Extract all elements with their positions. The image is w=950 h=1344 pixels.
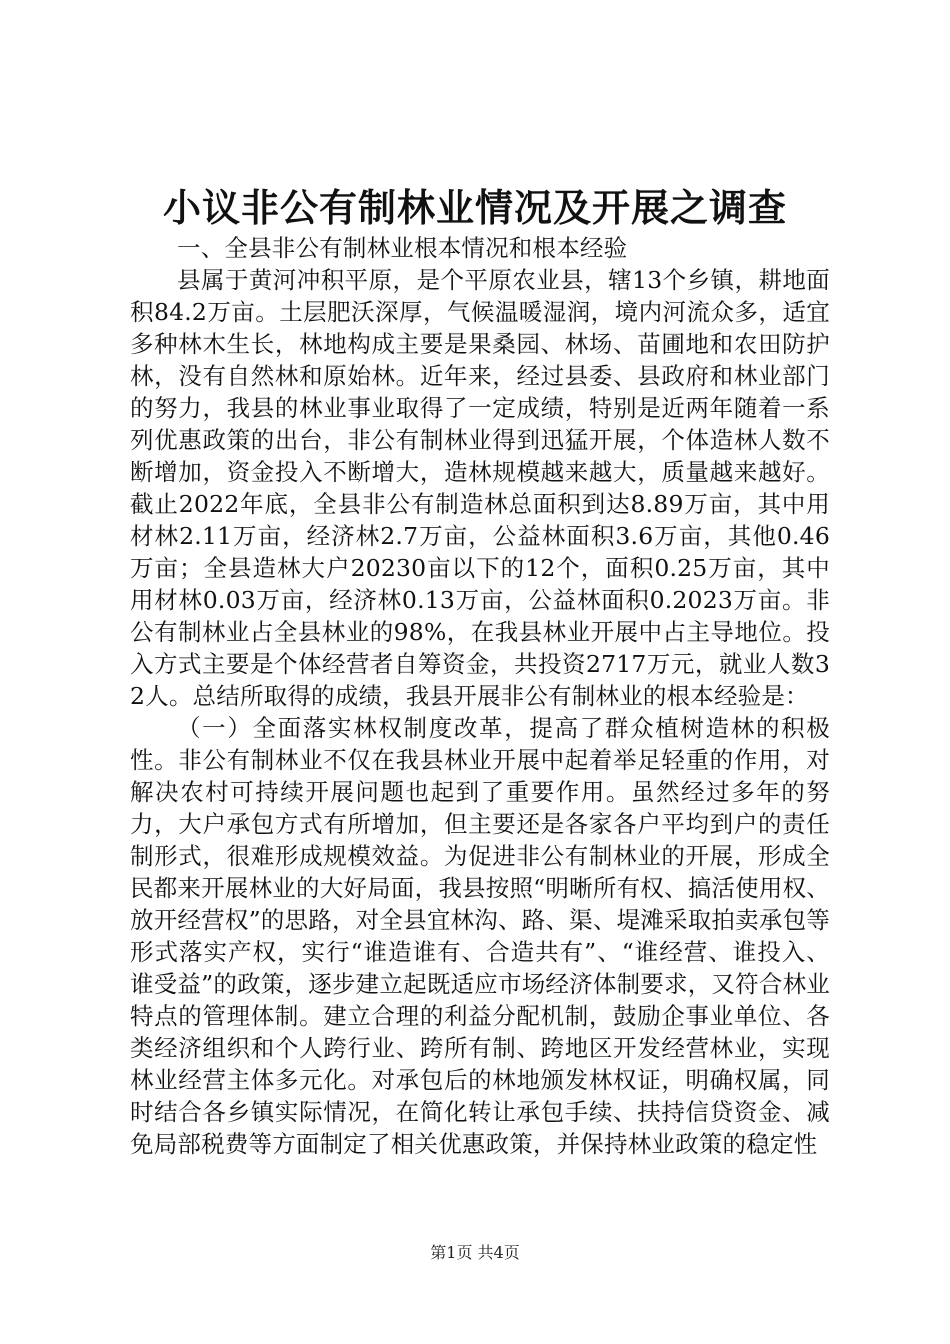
paragraph: 县属于黄河冲积平原，是个平原农业县，辖13个乡镇，耕地面积84.2万亩。土层肥沃深厚，气候温暖湿润，境内河流众多，适宜多种林木生长，林地构成主要是果桑园、林场、苗圃地和农田防护林，没有自然林和原始林。近年来，经过县委、县政府和林业部门的努力，我县的林业事业取得了一定成绩，特别是近两年随着一系列优惠政策的出台，非公有制林业得到迅猛开展，个体造林人数不断增加，资金投入不断增大，造林规模越来越大，质量越来越好。截止2022年底，全县非公有制造林总面积到达8.89万亩，其中用材林2.11万亩，经济林2.7万亩，公益林面积3.6万亩，其他0.46万亩；全县造林大户20230亩以下的12个，面积0.25万亩，其中用材林0.03万亩，经济林0.13万亩，公益林面积0.2023万亩。非公有制林业占全县林业的98%，在我县林业开展中占主导地位。投入方式主要是个体经营者自筹资金，共投资2717万元，就业人数32人。总结所取得的成绩，我县开展非公有制林业的根本经验是： [130, 266, 830, 710]
document-body [130, 232, 830, 1160]
paragraph: （一）全面落实林权制度改革，提高了群众植树造林的积极性。非公有制林业不仅在我县林业开展中起着举足轻重的作用，对解决农村可持续开展问题也起到了重要作用。虽然经过多年的努力，大户承包方式有所增加，但主要还是各家各户平均到户的责任制形式，很难形成规模效益。为促进非公有制林业的开展，形成全民都来开展林业的大好局面，我县按照“明晰所有权、搞活使用权、放开经营权”的思路，对全县宜林沟、路、渠、堤滩采取拍卖承包等形式落实产权，实行“谁造谁有、合造共有”、“谁经营、谁投入、谁受益”的政策，逐步建立起既适应市场经济体制要求，又符合林业特点的管理体制。建立合理的利益分配机制，鼓励企事业单位、各类经济组织和个人跨行业、跨所有制、跨地区开发经营林业，实现林业经营主体多元化。对承包后的林地颁发林权证，明确权属，同时结合各乡镇实际情况，在简化转让承包手续、扶持信贷资金、减免局部税费等方面制定了相关优惠政策，并保持林业政策的稳定性 [130, 714, 830, 1158]
document-title: 小议非公有制林业情况及开展之调查 [162, 186, 787, 230]
section-heading: 一、全县非公有制林业根本情况和根本经验 [177, 234, 628, 262]
page-footer: 第1页 共4页 [430, 1243, 520, 1262]
